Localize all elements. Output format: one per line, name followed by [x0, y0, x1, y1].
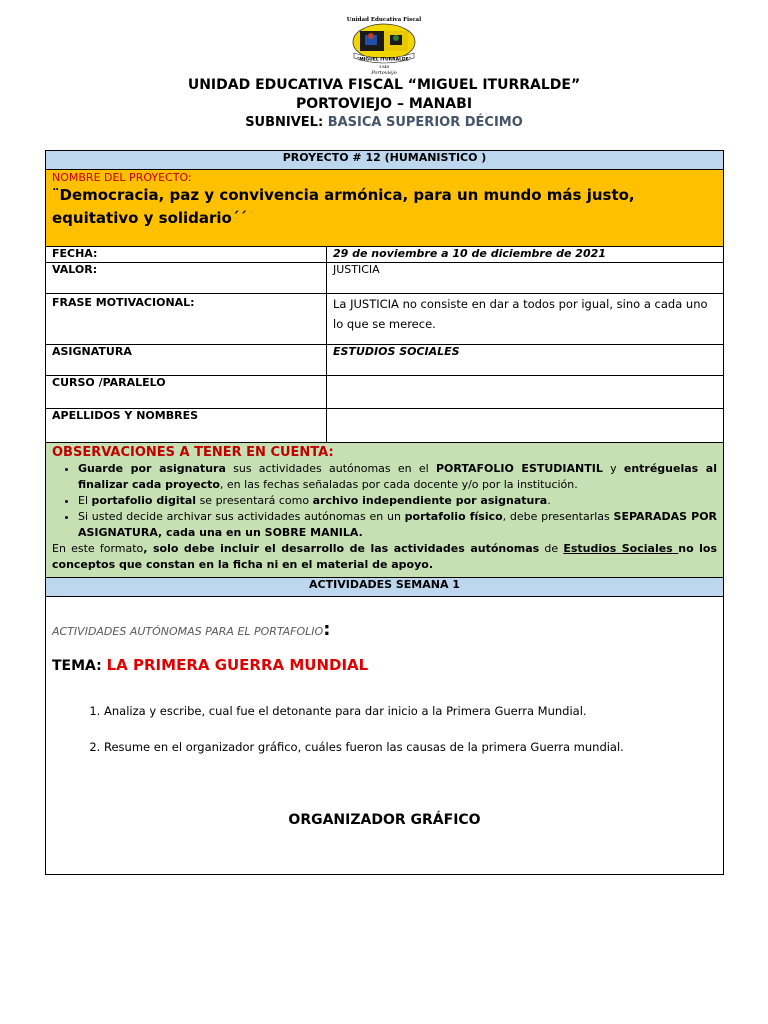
observations-list: [52, 461, 717, 541]
frase-value: La JUSTICIA no consiste en dar a todos por igual, sino a cada uno lo que se merece.: [327, 294, 724, 345]
frase-label: FRASE MOTIVACIONAL:: [46, 294, 327, 345]
subnivel-label: SUBNIVEL:: [245, 115, 324, 130]
subnivel-line: [0, 115, 768, 130]
fecha-value: 29 de noviembre a 10 de diciembre de 2021: [327, 247, 724, 263]
activities-cell: [46, 597, 724, 875]
tema-line: [52, 656, 717, 674]
list-item: • Guarde por asignatura sus actividades autónomas en el PORTAFOLIO ESTUDIANTIL y entréguelas al finalizar cada proyecto, en las fechas señaladas por cada docente y/o por la institución.: [78, 461, 717, 493]
project-name: ¨Democracia, paz y convivencia armónica, para un mundo más justo, equitativo y solidario´´: [52, 186, 635, 227]
svg-text:1948: 1948: [378, 64, 390, 69]
observations-footnote: En este formato, solo debe incluir el desarrollo de las actividades autónomas de Estudios Sociales no los conceptos que constan en la ficha ni en el material de apoyo.: [52, 542, 718, 571]
valor-value: JUSTICIA: [327, 263, 724, 294]
list-item: • Si usted decide archivar sus actividades autónomas en un portafolio físico, debe presentarlas SEPARADAS POR ASIGNATURA, cada una en un SOBRE MANILA.: [78, 509, 717, 541]
activities-subtitle-line: ACTIVIDADES AUTÓNOMAS PARA EL PORTAFOLIO:: [52, 619, 331, 640]
activities-list: [52, 704, 717, 754]
activities-subtitle: ACTIVIDADES AUTÓNOMAS PARA EL PORTAFOLIO: [52, 625, 324, 638]
observations-title: OBSERVACIONES A TENER EN CUENTA:: [52, 445, 334, 460]
project-name-label: NOMBRE DEL PROYECTO:: [52, 171, 192, 184]
activities-header: ACTIVIDADES SEMANA 1: [46, 578, 724, 597]
asignatura-label: ASIGNATURA: [46, 345, 327, 376]
school-crest-logo: [344, 12, 424, 76]
school-location: PORTOVIEJO – MANABI: [295, 96, 473, 112]
list-item: 2. Resume en el organizador gráfico, cuáles fueron las causas de la primera Guerra mundial.: [104, 740, 717, 754]
project-title: PROYECTO # 12 (HUMANISTICO ): [46, 151, 724, 170]
tema-value: LA PRIMERA GUERRA MUNDIAL: [106, 656, 369, 674]
subnivel-value: BASICA SUPERIOR DÉCIMO: [327, 115, 523, 130]
project-name-cell: [46, 170, 724, 247]
apellidos-field[interactable]: [327, 409, 724, 443]
svg-text:"MIGUEL ITURRALDE": "MIGUEL ITURRALDE": [356, 57, 412, 63]
apellidos-label: APELLIDOS Y NOMBRES: [46, 409, 327, 443]
school-name: UNIDAD EDUCATIVA FISCAL “MIGUEL ITURRALDE”: [187, 77, 581, 93]
list-item: 1. Analiza y escribe, cual fue el detonante para dar inicio a la Primera Guerra Mundial.: [104, 704, 717, 718]
project-table: [45, 150, 724, 875]
curso-label: CURSO /PARALELO: [46, 376, 327, 409]
valor-label: VALOR:: [46, 263, 327, 294]
observations-cell: [46, 443, 724, 578]
tema-label: TEMA:: [52, 658, 107, 674]
organizer-title: ORGANIZADOR GRÁFICO: [288, 812, 481, 828]
curso-field[interactable]: [327, 376, 724, 409]
svg-text:Portoviejo: Portoviejo: [371, 70, 397, 76]
asignatura-value: ESTUDIOS SOCIALES: [327, 345, 724, 376]
svg-text:Unidad Educativa Fiscal: Unidad Educativa Fiscal: [346, 17, 422, 23]
fecha-label: FECHA:: [46, 247, 327, 263]
list-item: • El portafolio digital se presentará como archivo independiente por asignatura.: [78, 493, 717, 509]
